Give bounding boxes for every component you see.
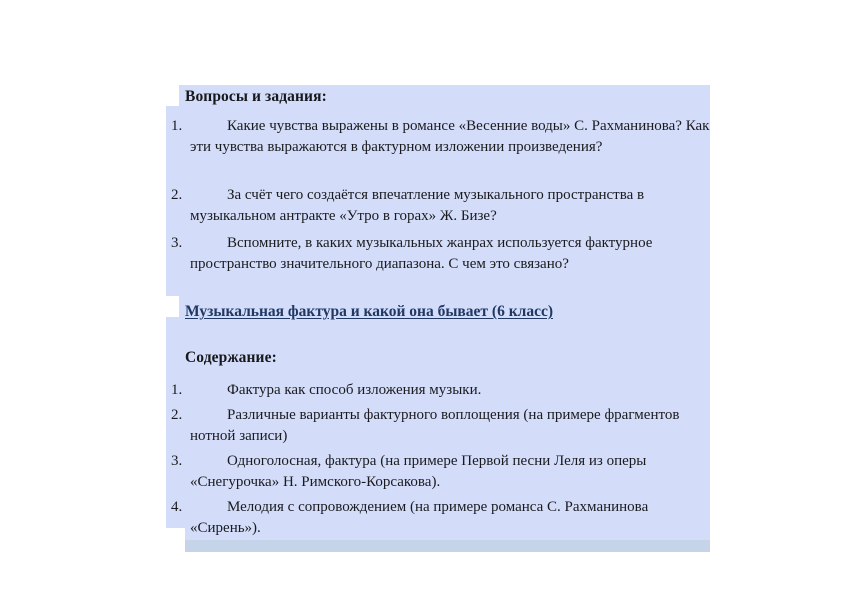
text-layer <box>166 85 718 545</box>
question-item-1 <box>171 116 713 157</box>
question-number-1: 1. <box>171 118 183 134</box>
contents-text-1: Фактура как способ изложения музыки. <box>227 382 482 398</box>
contents-item-2 <box>171 405 693 446</box>
questions-heading: Вопросы и задания: <box>185 88 327 105</box>
contents-item-1 <box>171 380 691 401</box>
contents-number-2: 2. <box>171 407 183 423</box>
contents-number-3: 3. <box>171 453 183 469</box>
contents-number-4: 4. <box>171 499 183 515</box>
contents-item-4 <box>171 497 671 538</box>
contents-text-3: Одноголосная, фактура (на примере Первой песни Леля из оперы «Снегурочка» Н. Римского-Корсакова). <box>190 453 647 490</box>
question-item-2 <box>171 185 719 226</box>
lesson-title[interactable]: Музыкальная фактура и какой она бывает (6 класс) <box>185 303 553 320</box>
question-text-1: Какие чувства выражены в романсе «Весенние воды» С. Рахманинова? Как эти чувства выражаются в фактурном изложении произведения? <box>190 118 710 155</box>
contents-heading: Содержание: <box>185 349 277 366</box>
contents-item-3 <box>171 451 681 492</box>
question-text-3: Вспомните, в каких музыкальных жанрах используется фактурное пространство значительного диапазона. С чем это связано? <box>190 235 653 272</box>
question-item-3 <box>171 233 691 274</box>
question-number-3: 3. <box>171 235 183 251</box>
contents-text-2: Различные варианты фактурного воплощения (на примере фрагментов нотной записи) <box>190 407 680 444</box>
question-text-2: За счёт чего создаётся впечатление музыкального пространства в музыкальном антракте «Утро в горах» Ж. Бизе? <box>190 187 645 224</box>
question-number-2: 2. <box>171 187 183 203</box>
contents-number-1: 1. <box>171 382 183 398</box>
contents-text-4: Мелодия с сопровождением (на примере романса С. Рахманинова «Сирень»). <box>190 499 649 536</box>
